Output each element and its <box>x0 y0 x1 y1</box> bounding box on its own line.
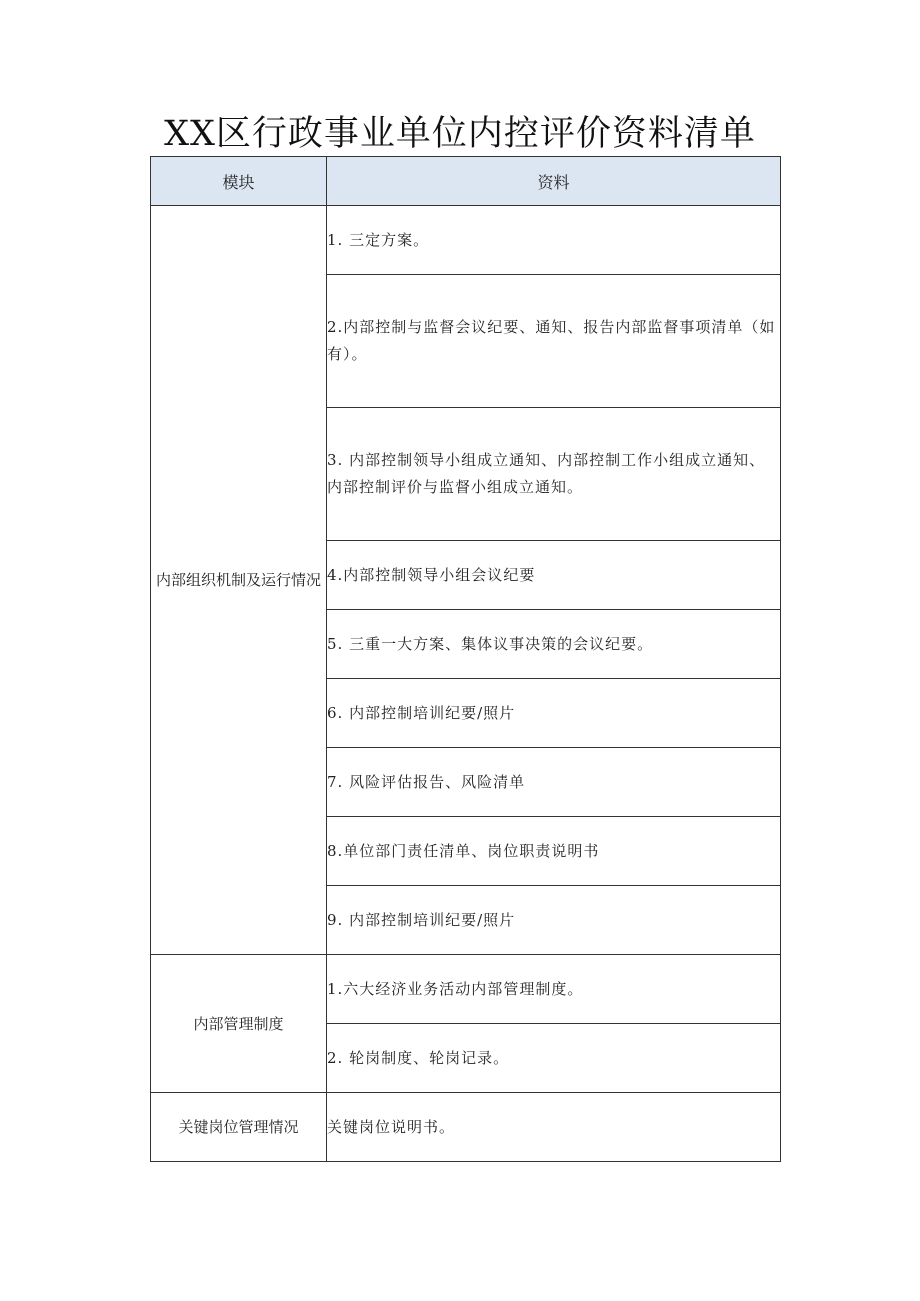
table-header-row <box>151 157 781 206</box>
module-cell-organization: 内部组织机制及运行情况 <box>151 206 327 955</box>
material-item: 1. 三定方案。 <box>327 206 781 275</box>
material-item: 3. 内部控制领导小组成立通知、内部控制工作小组成立通知、内部控制评价与监督小组成立通知。 <box>327 408 781 541</box>
material-item: 7. 风险评估报告、风险清单 <box>327 748 781 817</box>
material-item: 关键岗位说明书。 <box>327 1093 781 1162</box>
material-item: 4.内部控制领导小组会议纪要 <box>327 541 781 610</box>
materials-table <box>150 156 781 1162</box>
material-item: 8.单位部门责任清单、岗位职责说明书 <box>327 817 781 886</box>
table-row <box>151 955 781 1024</box>
material-item: 9. 内部控制培训纪要/照片 <box>327 886 781 955</box>
table-row <box>151 1093 781 1162</box>
module-cell-key-positions: 关键岗位管理情况 <box>151 1093 327 1162</box>
page-title: XX区行政事业单位内控评价资料清单 <box>164 114 756 154</box>
module-cell-management: 内部管理制度 <box>151 955 327 1093</box>
table-row <box>151 206 781 275</box>
material-item: 6. 内部控制培训纪要/照片 <box>327 679 781 748</box>
header-module: 模块 <box>151 157 327 206</box>
material-item: 5. 三重一大方案、集体议事决策的会议纪要。 <box>327 610 781 679</box>
material-item: 2. 轮岗制度、轮岗记录。 <box>327 1024 781 1093</box>
material-item: 2.内部控制与监督会议纪要、通知、报告内部监督事项清单（如有）。 <box>327 275 781 408</box>
header-materials: 资料 <box>327 157 781 206</box>
material-item: 1.六大经济业务活动内部管理制度。 <box>327 955 781 1024</box>
